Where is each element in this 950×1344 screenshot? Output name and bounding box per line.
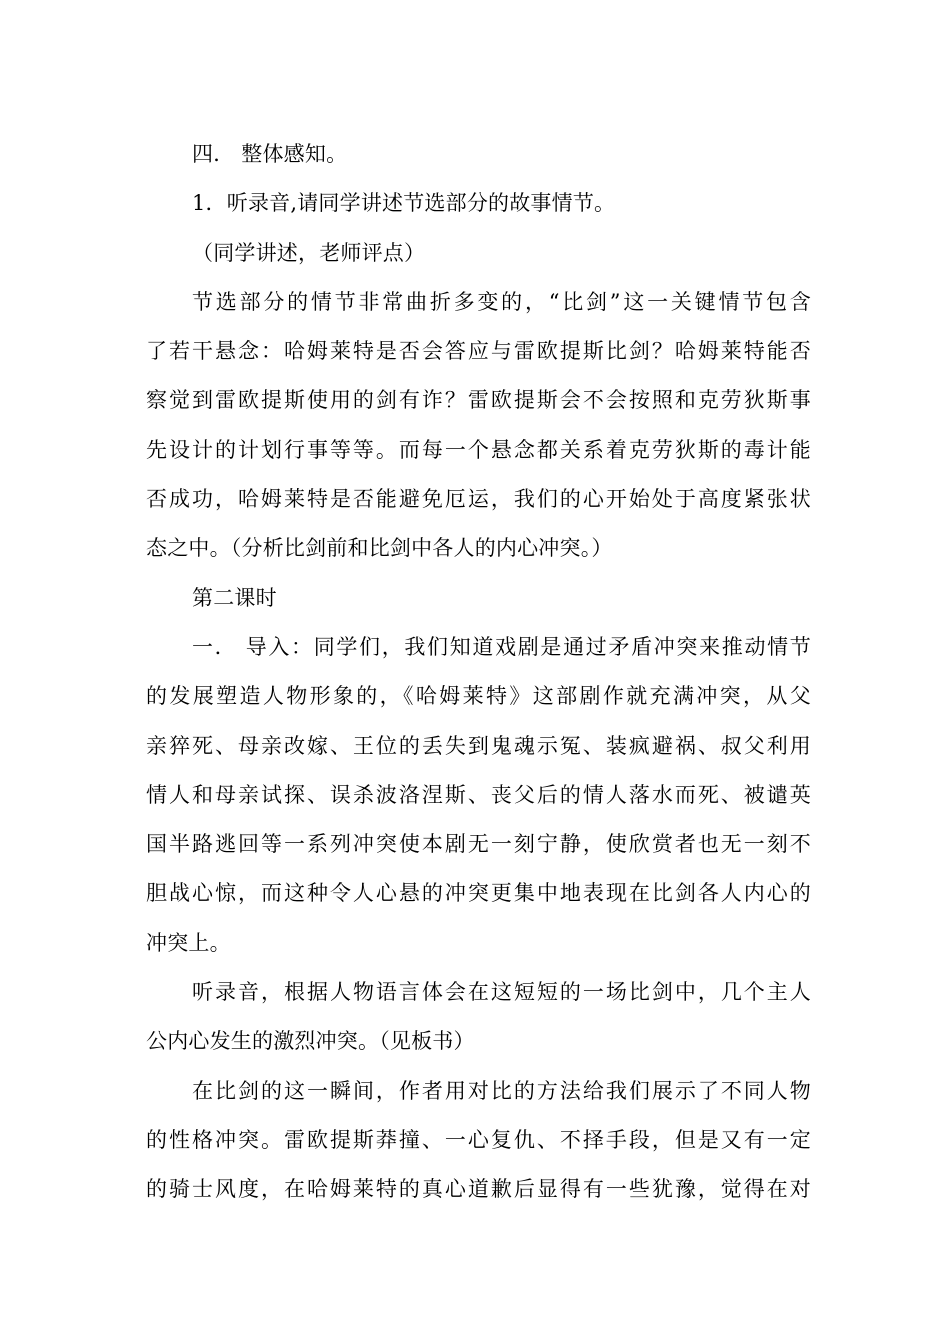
text-line: （同学讲述，老师评点） [192, 240, 426, 265]
text-line: 四． 整体感知。 [192, 142, 348, 166]
text-line: 情人和母亲试探、误杀波洛涅斯、丧父后的情人落水而死、被谴英 [146, 782, 811, 807]
text-line: 公内心发生的激烈冲突。（见板书） [146, 1029, 475, 1054]
text-line: 的发展塑造人物形象的，《哈姆莱特》这部剧作就充满冲突，从父 [146, 684, 811, 709]
text-line: 了若干悬念：哈姆莱特是否会答应与雷欧提斯比剑？哈姆莱特能否 [146, 339, 811, 364]
text-line: 胆战心惊，而这种令人心悬的冲突更集中地表现在比剑各人内心的 [146, 881, 811, 906]
text-line: 的骑士风度，在哈姆莱特的真心道歉后显得有一些犹豫，觉得在对 [146, 1177, 811, 1202]
text-line: 先设计的计划行事等等。而每一个悬念都关系着克劳狄斯的毒计能 [146, 437, 811, 462]
text-line: 听录音，根据人物语言体会在这短短的一场比剑中，几个主人 [192, 980, 811, 1005]
text-line: 1．听录音,请同学讲述节选部分的故事情节。 [192, 191, 616, 216]
text-line: 国半路逃回等一系列冲突使本剧无一刻宁静，使欣赏者也无一刻不 [146, 832, 811, 857]
text-line: 态之中。（分析比剑前和比剑中各人的内心冲突。） [146, 536, 613, 561]
text-line: 冲突上。 [146, 930, 231, 955]
text-line: 察觉到雷欧提斯使用的剑有诈？雷欧提斯会不会按照和克劳狄斯事 [146, 388, 811, 413]
text-line: 一． 导入：同学们，我们知道戏剧是通过矛盾冲突来推动情节 [192, 634, 811, 659]
text-line: 在比剑的这一瞬间，作者用对比的方法给我们展示了不同人物 [192, 1078, 811, 1103]
document-body [146, 130, 811, 1215]
text-line: 第二课时 [192, 585, 277, 610]
text-line: 亲猝死、母亲改嫁、王位的丢失到鬼魂示冤、装疯避祸、叔父利用 [146, 733, 811, 758]
text-line: 的性格冲突。雷欧提斯莽撞、一心复仇、不择手段，但是又有一定 [146, 1127, 811, 1152]
text-line: 否成功，哈姆莱特是否能避免厄运，我们的心开始处于高度紧张状 [146, 487, 811, 512]
text-line: 节选部分的情节非常曲折多变的，“比剑”这一关键情节包含 [192, 289, 811, 314]
